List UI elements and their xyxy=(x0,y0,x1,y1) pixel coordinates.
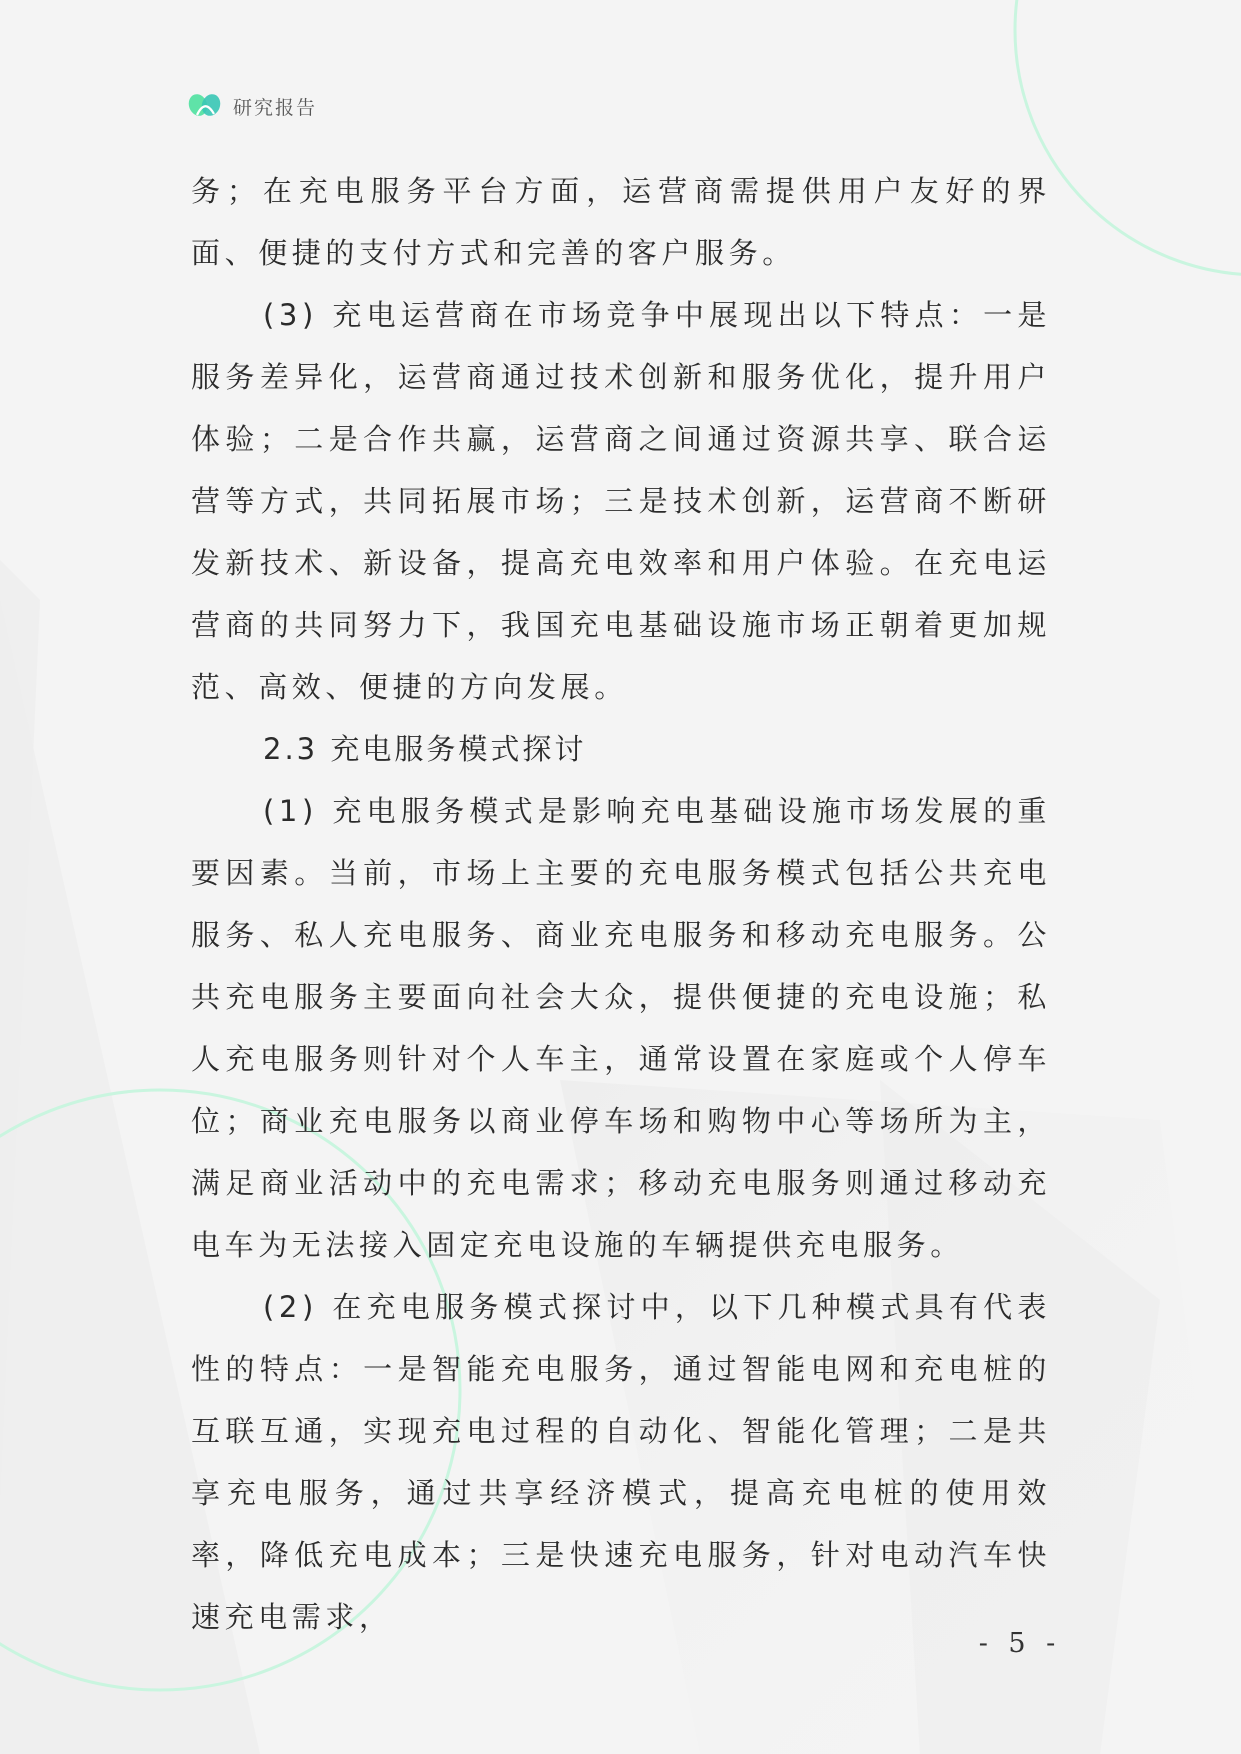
header-title: 研究报告 xyxy=(233,96,318,119)
report-header xyxy=(187,89,317,123)
page-number: - 5 - xyxy=(978,1628,1062,1659)
paragraph-1: (1) 充电服务模式是影响充电基础设施市场发展的重要因素。当前，市场上主要的充电服务模式包括公共充电服务、私人充电服务、商业充电服务和移动充电服务。公共充电服务主要面向社会大众，提供便捷的充电设施；私人充电服务则针对个人车主，通常设置在家庭或个人停车位；商业充电服务以商业停车场和购物中心等场所为主，满足商业活动中的充电需求；移动充电服务则通过移动充电车为无法接入固定充电设施的车辆提供充电服务。 xyxy=(191,794,1051,1262)
paragraph-3: (3) 充电运营商在市场竞争中展现出以下特点：一是服务差异化，运营商通过技术创新和服务优化，提升用户体验；二是合作共赢，运营商之间通过资源共享、联合运营等方式，共同拓展市场；三是技术创新，运营商不断研发新技术、新设备，提高充电效率和用户体验。在充电运营商的共同努力下，我国充电基础设施市场正朝着更加规范、高效、便捷的方向发展。 xyxy=(191,298,1051,704)
document-body xyxy=(191,160,1051,1648)
paragraph-2: (2) 在充电服务模式探讨中，以下几种模式具有代表性的特点：一是智能充电服务，通过智能电网和充电桩的互联互通，实现充电过程的自动化、智能化管理；二是共享充电服务，通过共享经济模式，提高充电桩的使用效率，降低充电成本；三是快速充电服务，针对电动汽车快速充电需求， xyxy=(191,1290,1051,1634)
logo-icon xyxy=(187,90,223,122)
section-heading: 2.3 充电服务模式探讨 xyxy=(263,732,587,766)
paragraph-continuation: 务；在充电服务平台方面，运营商需提供用户友好的界面、便捷的支付方式和完善的客户服务。 xyxy=(191,174,1051,270)
